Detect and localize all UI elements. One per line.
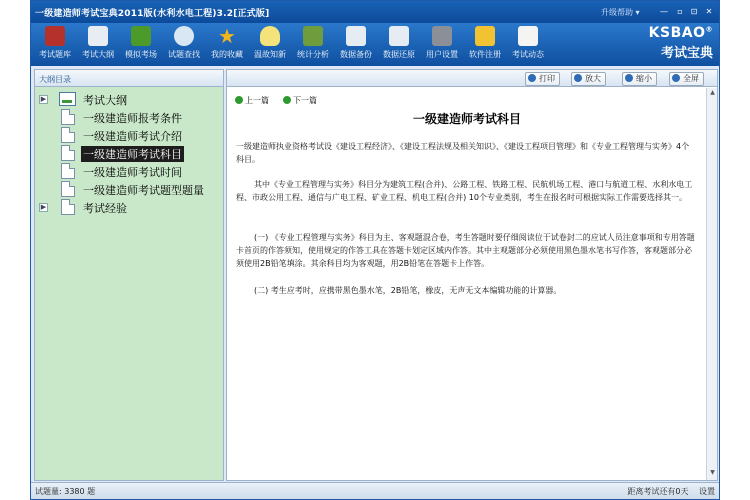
toolbar-mock-exam[interactable] [119, 25, 163, 65]
chart-icon [303, 26, 323, 46]
document-icon [61, 145, 75, 161]
outline-panel [34, 69, 224, 481]
title-bar [31, 1, 719, 23]
article-toolbar [227, 70, 717, 87]
lightbulb-icon [260, 26, 280, 46]
toolbar-restore[interactable] [377, 25, 421, 65]
toolbar-exam-news[interactable] [506, 25, 550, 65]
minimize-button[interactable]: ▫ [677, 7, 683, 16]
tree-node-label: 考试经验 [83, 202, 127, 215]
arrow-right-icon [283, 96, 291, 104]
toolbar-favorites[interactable] [205, 25, 249, 65]
toolbar-label: 考试动态 [512, 50, 544, 59]
article-paragraph: 其中《专业工程管理与实务》科目分为建筑工程(合并)、公路工程、铁路工程、民航机场工程、港口与航道工程、水利水电工程、市政公用工程、通信与广电工程、矿业工程、机电工程(合并) 10个专业类别，考生在报名时可根据实际工作需要选择其一。 [236, 180, 693, 202]
zoom-in-button[interactable] [571, 72, 606, 86]
star-icon: ★ [218, 24, 236, 48]
logo-subtext: 考试宝典 [660, 46, 713, 61]
document-icon [61, 199, 75, 215]
backup-icon [346, 26, 366, 46]
tree-node-label: 一级建造师考试科目 [83, 148, 182, 161]
exam-countdown: 距离考试还有0天 [627, 487, 689, 496]
toolbar-label: 考试大纲 [82, 50, 114, 59]
toolbar-review[interactable] [248, 25, 292, 65]
toolbar-label: 数据还原 [383, 50, 415, 59]
tree-node-subjects[interactable] [35, 145, 221, 162]
tree-node-syllabus[interactable] [35, 91, 221, 108]
print-icon [528, 74, 536, 82]
zoom-out-label: 缩小 [636, 74, 652, 83]
tree-node-label: 一级建造师报考条件 [83, 112, 182, 125]
article-paragraph: 一级建造师执业资格考试设《建设工程经济》、《建设工程法规及相关知识》、《建设工程项目管理》和《专业工程管理与实务》4个科目。 [236, 142, 690, 164]
document-icon [61, 163, 75, 179]
article-title: 一级建造师考试科目 [412, 112, 521, 126]
main-toolbar [31, 23, 719, 66]
app-window [30, 0, 720, 500]
scroll-up-icon[interactable]: ▲ [710, 89, 715, 96]
next-label: 下一篇 [293, 96, 317, 105]
tree-node-label: 一级建造师考试介绍 [83, 130, 182, 143]
article-content [227, 88, 707, 480]
toolbar-label: 我的收藏 [211, 50, 243, 59]
document-icon [61, 181, 75, 197]
ksbao-logo [623, 25, 713, 63]
toolbar-label: 考试题库 [39, 50, 71, 59]
tree-node-registration[interactable] [35, 109, 221, 126]
news-icon [518, 26, 538, 46]
tree-node-experience[interactable] [35, 199, 221, 216]
toolbar-register[interactable] [463, 25, 507, 65]
vertical-scrollbar[interactable] [706, 88, 717, 480]
toolbar-user-settings[interactable] [420, 25, 464, 65]
logo-mark: ® [705, 25, 713, 34]
upgrade-help-menu[interactable]: 升级帮助 ▾ [601, 8, 640, 17]
toolbar-syllabus[interactable] [76, 25, 120, 65]
book-icon [45, 26, 65, 46]
prev-article-link[interactable] [235, 95, 269, 106]
toolbar-label: 软件注册 [469, 50, 501, 59]
tree-node-question-types[interactable] [35, 181, 221, 198]
tree-node-label: 考试大纲 [83, 94, 127, 107]
toolbar-label: 温故知新 [254, 50, 286, 59]
restore-button[interactable]: ⊡ [690, 7, 698, 16]
print-label: 打印 [539, 74, 555, 83]
question-count: 试题量: 3380 题 [35, 487, 96, 496]
toolbar-label: 数据备份 [340, 50, 372, 59]
tree-node-exam-time[interactable] [35, 163, 221, 180]
document-icon [61, 127, 75, 143]
close-button[interactable]: ✕ [705, 7, 713, 16]
tree-node-intro[interactable] [35, 127, 221, 144]
toolbar-label: 试题查找 [168, 50, 200, 59]
toolbar-label: 统计分析 [297, 50, 329, 59]
magnifier-icon [174, 26, 194, 46]
toolbar-statistics[interactable] [291, 25, 335, 65]
tree-node-label: 一级建造师考试时间 [83, 166, 182, 179]
fullscreen-icon [672, 74, 680, 82]
scroll-down-icon[interactable]: ▼ [710, 469, 715, 476]
folder-icon [59, 92, 76, 106]
document-icon [88, 26, 108, 46]
document-icon [61, 109, 75, 125]
prev-label: 上一篇 [245, 96, 269, 105]
expand-icon[interactable]: ▶ [40, 203, 47, 211]
zoom-in-label: 放大 [585, 74, 601, 83]
zoom-in-icon [574, 74, 582, 82]
toolbar-label: 用户设置 [426, 50, 458, 59]
toolbar-question-bank[interactable] [33, 25, 77, 65]
zoom-out-icon [625, 74, 633, 82]
pencil-icon [131, 26, 151, 46]
article-paragraph: (一) 《专业工程管理与实务》科目为主、客观题混合卷，考生答题时要仔细阅读位于试卷封二的应试人员注意事项和专用答题卡首页的作答须知，使用规定的作答工具在答题卡划定区域内作答。其中主观题部分必须使用黑色墨水笔书写作答，客观题部分必须使用2B铅笔填涂。其余科目均为客观题，用2B铅笔在答题卡上作答。 [236, 233, 695, 268]
logo-text: KSBAO [648, 25, 706, 41]
status-bar [31, 482, 719, 499]
toolbar-backup[interactable] [334, 25, 378, 65]
tree-node-label: 一级建造师考试题型题量 [83, 184, 204, 197]
toolbar-label: 模拟考场 [125, 50, 157, 59]
toolbar-question-search[interactable] [162, 25, 206, 65]
zoom-out-button[interactable] [622, 72, 657, 86]
print-button[interactable] [525, 72, 560, 86]
next-article-link[interactable] [283, 95, 317, 106]
outline-header: 大纲目录 [35, 70, 223, 87]
article-paragraph: (二) 考生应考时，应携带黑色墨水笔，2B铅笔，橡皮，无声无文本编辑功能的计算器。 [254, 286, 562, 295]
minimize-tray-button[interactable]: — [660, 7, 668, 16]
window-title: 一级建造师考试宝典2011版(水利水电工程)3.2[正式版] [35, 9, 270, 19]
settings-link[interactable]: 设置 [699, 487, 715, 496]
article-panel [226, 69, 718, 481]
status-right [619, 486, 715, 497]
fullscreen-label: 全屏 [683, 74, 699, 83]
hammer-icon [432, 26, 452, 46]
lock-icon [475, 26, 495, 46]
restore-icon [389, 26, 409, 46]
expand-icon[interactable]: ▶ [40, 95, 47, 103]
fullscreen-button[interactable] [669, 72, 704, 86]
arrow-left-icon [235, 96, 243, 104]
